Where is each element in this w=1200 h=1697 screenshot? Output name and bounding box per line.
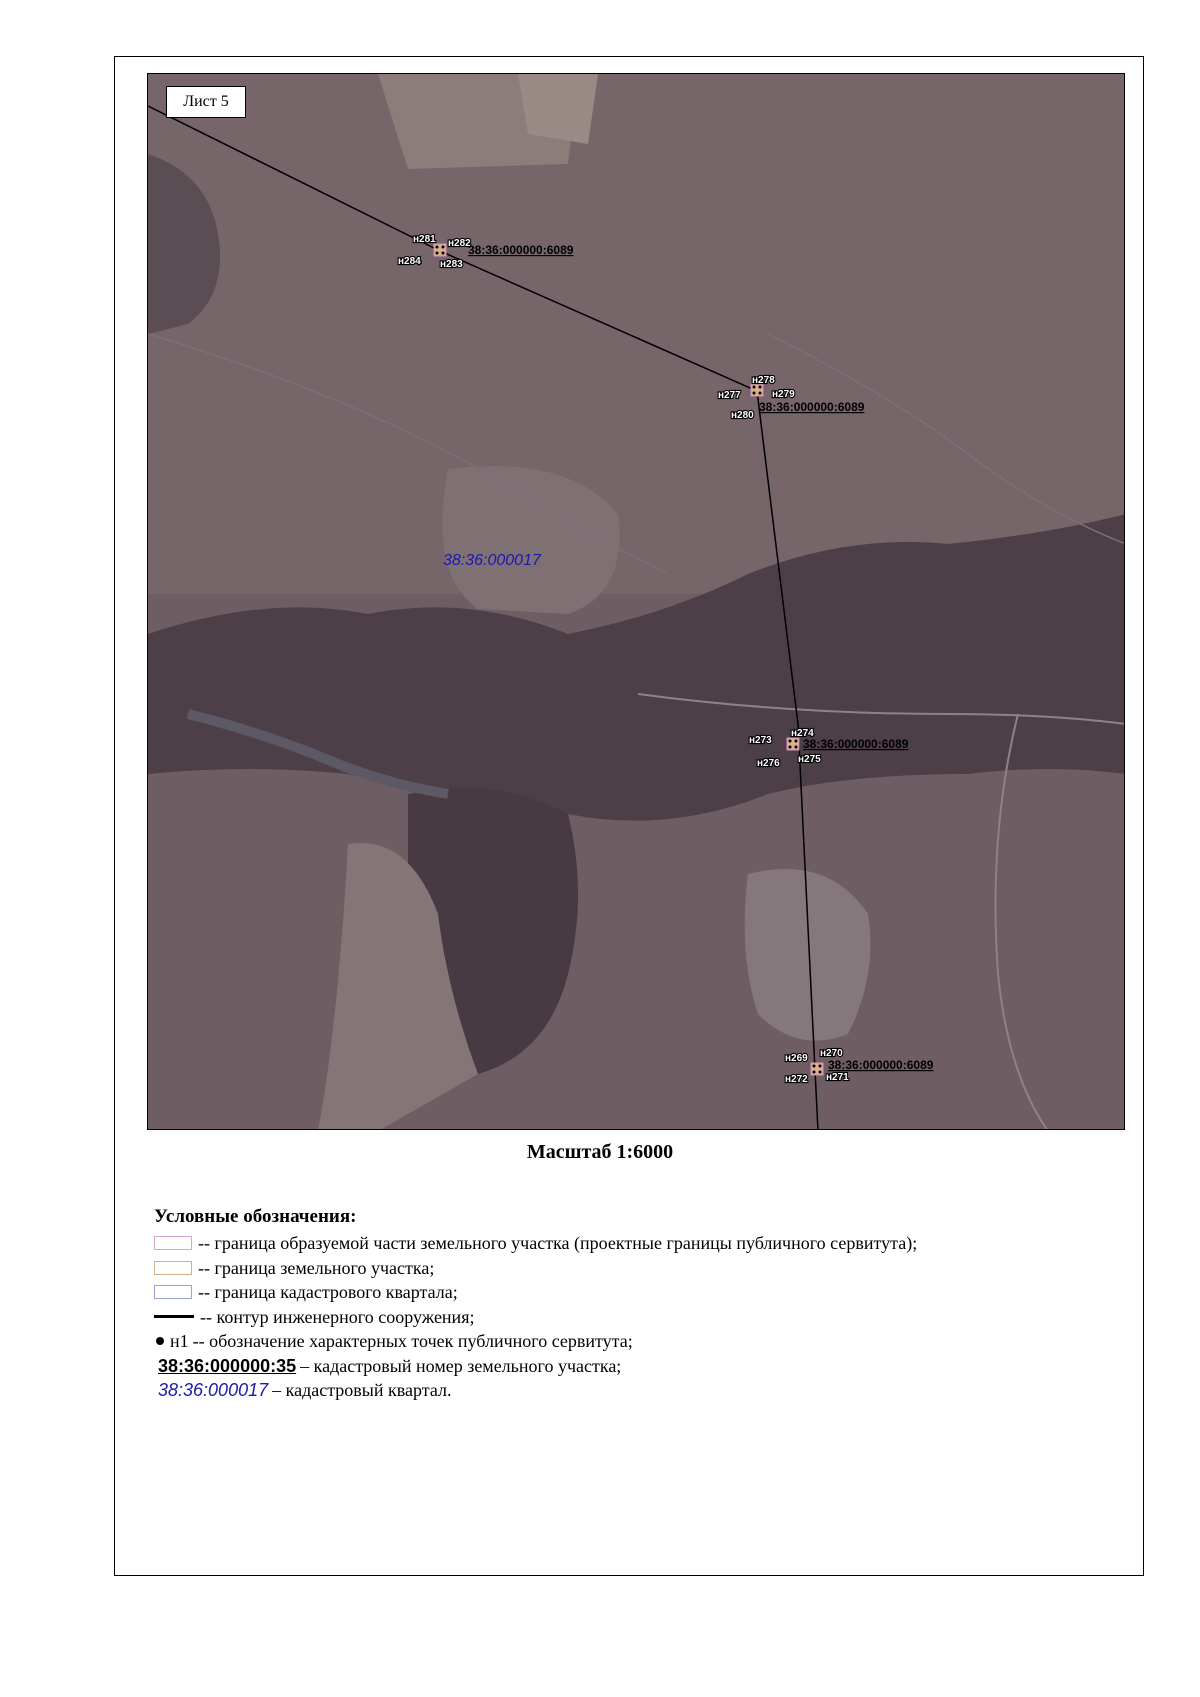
- point-marker: [813, 1071, 816, 1074]
- servitude-boundary: [811, 1063, 823, 1075]
- legend-prefix: 38:36:000000:35: [158, 1355, 297, 1376]
- legend-title: Условные обозначения:: [154, 1206, 357, 1227]
- point-label: н276: [757, 758, 780, 769]
- point-marker: [795, 746, 798, 749]
- point-dot-icon: [156, 1337, 164, 1345]
- point-marker: [436, 246, 439, 249]
- legend-item-parcel-number: [154, 1354, 917, 1379]
- point-label: н279: [772, 389, 795, 400]
- point-marker: [819, 1065, 822, 1068]
- legend-item-point-marker: [154, 1329, 917, 1354]
- point-marker: [442, 246, 445, 249]
- legend-prefix: 38:36:000017: [158, 1380, 269, 1401]
- point-label: н274: [791, 728, 814, 739]
- point-marker: [759, 392, 762, 395]
- map-view[interactable]: [147, 73, 1125, 1130]
- point-label: н277: [718, 390, 741, 401]
- point-label: н278: [752, 375, 775, 386]
- legend-text: -- контур инженерного сооружения;: [200, 1306, 475, 1327]
- point-marker: [789, 746, 792, 749]
- blue-boundary-swatch: [154, 1285, 192, 1299]
- legend-item-quarter-boundary: [154, 1280, 917, 1305]
- point-marker: [753, 392, 756, 395]
- orange-boundary-swatch: [154, 1261, 192, 1275]
- upper-field: [148, 74, 1125, 594]
- point-label: н283: [440, 259, 463, 270]
- point-marker: [819, 1071, 822, 1074]
- meadow-patch: [745, 869, 871, 1041]
- point-marker: [442, 252, 445, 255]
- point-label: н281: [413, 234, 436, 245]
- point-marker: [436, 252, 439, 255]
- servitude-boundary: [434, 244, 446, 256]
- point-marker: [789, 740, 792, 743]
- legend-item-engineering-contour: [154, 1305, 917, 1330]
- legend: [154, 1205, 917, 1403]
- point-label: н269: [785, 1053, 808, 1064]
- point-label: н275: [798, 754, 821, 765]
- parcel-number: 38:36:000000:6089: [828, 1058, 934, 1072]
- black-line-swatch: [154, 1315, 194, 1318]
- field-patch: [518, 74, 598, 144]
- legend-text: – кадастровый номер земельного участка;: [300, 1355, 622, 1376]
- legend-text: -- граница земельного участка;: [198, 1257, 435, 1278]
- point-label: н272: [785, 1074, 808, 1085]
- sheet-label: Лист 5: [166, 86, 246, 118]
- legend-item-quarter: [154, 1378, 917, 1403]
- point-marker: [813, 1065, 816, 1068]
- legend-item-servitude-boundary: [154, 1231, 917, 1256]
- point-label: н270: [820, 1048, 843, 1059]
- servitude-boundary: [787, 738, 799, 750]
- legend-text: – кадастровый квартал.: [272, 1380, 452, 1401]
- parcel-number: 38:36:000000:6089: [803, 737, 909, 751]
- point-label: н273: [749, 735, 772, 746]
- point-label: н271: [826, 1072, 849, 1083]
- legend-text: -- граница образуемой части земельного участка (проектные границы публичного сервитута);: [198, 1233, 918, 1254]
- legend-item-parcel-boundary: [154, 1256, 917, 1281]
- legend-prefix: н1: [170, 1331, 189, 1352]
- satellite-map: [148, 74, 1125, 1130]
- parcel-number: 38:36:000000:6089: [759, 400, 865, 414]
- legend-text: -- граница кадастрового квартала;: [198, 1282, 458, 1303]
- quarter-label: 38:36:000017: [443, 552, 541, 569]
- point-label: н282: [448, 238, 471, 249]
- pink-boundary-swatch: [154, 1236, 192, 1250]
- point-label: н280: [731, 410, 754, 421]
- scale-label: Масштаб 1:6000: [526, 1141, 674, 1163]
- legend-text: -- обозначение характерных точек публичного сервитута;: [192, 1331, 633, 1352]
- parcel-number: 38:36:000000:6089: [468, 243, 574, 257]
- point-marker: [795, 740, 798, 743]
- point-label: н284: [398, 256, 421, 267]
